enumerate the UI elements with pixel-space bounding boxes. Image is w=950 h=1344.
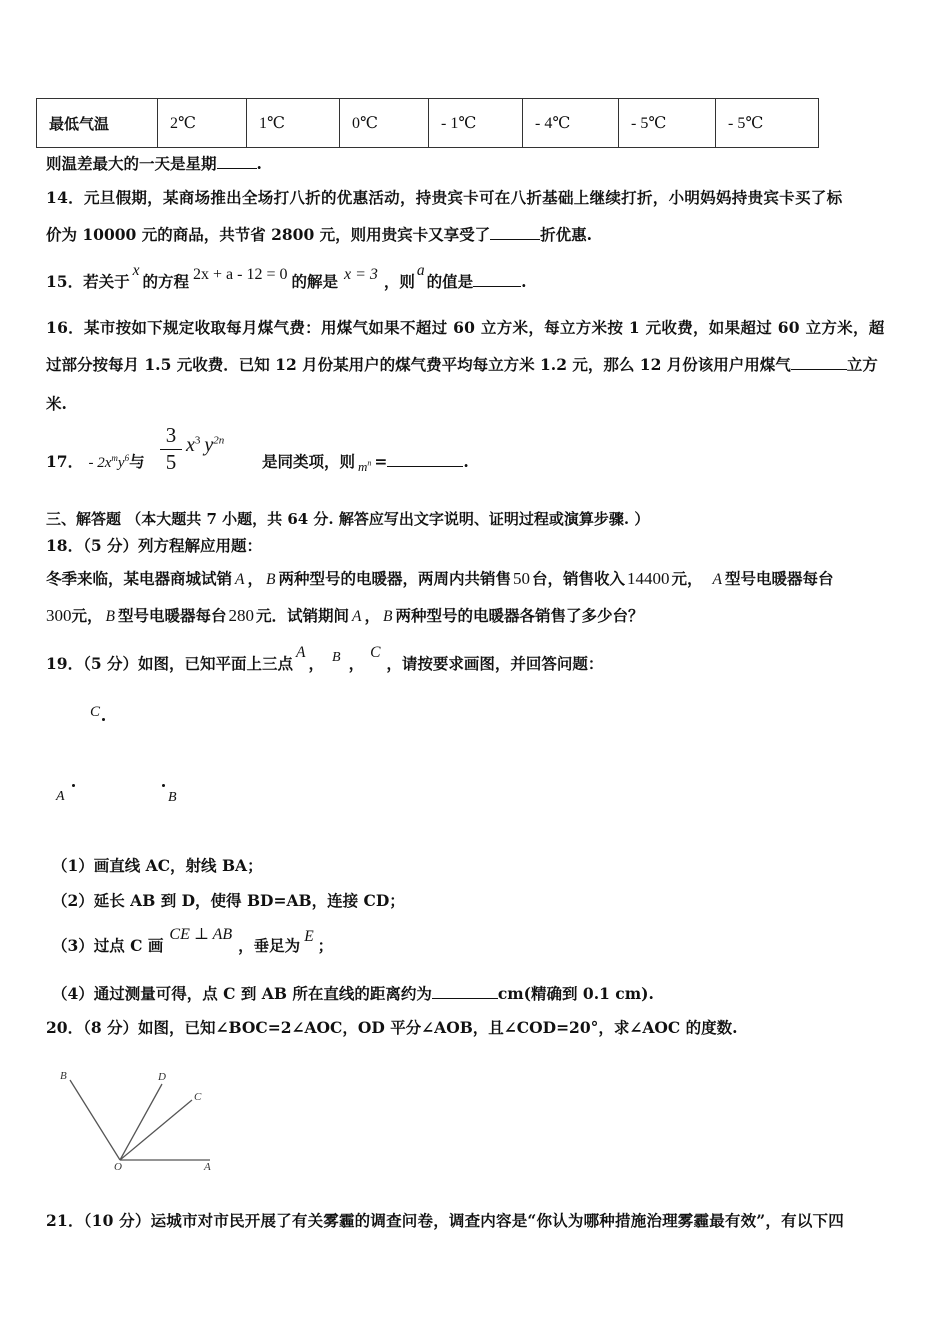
q14-line2: 价为 10000 元的商品，共节省 2800 元，则用贵宾卡又享受了 折优惠. [46, 225, 593, 244]
table-row [37, 99, 819, 148]
q19-line: 19．（5 分）如图，已知平面上三点A， B ，C，请按要求画图，并回答问题： [46, 644, 604, 673]
q20-text: 20．（8 分）如图，已知∠BOC=2∠AOC，OD 平分∠AOB，且∠COD=20°，求∠AOC 的度数. [46, 1018, 738, 1037]
answer-blank [387, 465, 463, 467]
q21-text: 21．（10 分）运城市对市民开展了有关雾霾的调查问卷，调查内容是“你认为哪种措施治理雾霾最有效”，有以下四 [46, 1211, 844, 1230]
term2: $x^3$ $y^{2n}$ [186, 434, 225, 456]
table-cell: 0℃ [340, 99, 429, 148]
label-o: O [114, 1161, 122, 1173]
point-a [72, 784, 75, 787]
table-cell: - 1℃ [429, 99, 523, 148]
solution: x = 3 [343, 266, 378, 283]
q15-line: 15．若关于x的方程 2x + a - 12 = 0 的解是 x = 3 ，则a的值是 . [46, 262, 527, 291]
q16-line3: 米. [46, 394, 67, 413]
var-a: a [416, 262, 425, 279]
angle-diagram [50, 1064, 230, 1176]
q14-line1: 14．元旦假期，某商场推出全场打八折的优惠活动，持贵宾卡可在八折基础上继续打折，小明妈妈持贵宾卡买了标 [46, 188, 843, 207]
q19-step1: （1）画直线 AC，射线 BA； [52, 856, 263, 875]
q19-step2: （2）延长 AB 到 D，使得 BD=AB，连接 CD； [52, 891, 405, 910]
point-label-c: C [90, 704, 101, 720]
point-c [102, 718, 105, 721]
ray-od [120, 1084, 162, 1160]
label-b: B [60, 1070, 67, 1082]
temperature-table [36, 98, 819, 148]
answer-blank [791, 368, 847, 370]
answer-blank [432, 997, 498, 999]
answer-blank [490, 238, 540, 240]
q17-line: 17． - $2x^my^6$与 [46, 452, 145, 471]
label-d: D [158, 1071, 166, 1083]
var-x: x [132, 262, 140, 279]
table-cell: - 5℃ [619, 99, 716, 148]
label-a: A [204, 1161, 211, 1173]
answer-blank [217, 167, 257, 169]
q19-step4: （4）通过测量可得，点 C 到 AB 所在直线的距离约为 cm(精确到 0.1 cm). [52, 984, 654, 1003]
table-cell: - 5℃ [716, 99, 819, 148]
q16-line1: 16．某市按如下规定收取每月煤气费：用煤气如果不超过 60 立方米，每立方米按 1 元收费，如果超过 60 立方米，超 [46, 318, 885, 337]
point-label-b: B [168, 790, 177, 805]
point-label-a: A [56, 789, 65, 804]
label-c: C [194, 1091, 202, 1103]
q18-title: 18．（5 分）列方程解应用题： [46, 536, 263, 555]
answer-blank [473, 285, 521, 287]
fraction: 3 5 [160, 423, 182, 475]
q16-line2: 过部分按每月 1.5 元收费．已知 12 月份某用户的煤气费平均每立方米 1.2 元，那么 12 月份该用户用煤气 立方 [46, 355, 878, 374]
table-row-label: 最低气温 [37, 99, 158, 148]
equation: 2x + a - 12 = 0 [192, 266, 288, 283]
table-cell: - 4℃ [523, 99, 619, 148]
q17-tail: 是同类项，则 $_{m^n}$ = . [262, 452, 469, 474]
table-cell: 2℃ [158, 99, 247, 148]
q18-line1: 冬季来临，某电器商城试销 A ， B 两种型号的电暖器，两周内共销售 50 台，销售收入 14400 元， A 型号电暖器每台 [46, 569, 834, 588]
table-cell: 1℃ [247, 99, 340, 148]
section-heading: 三、解答题 （本大题共 7 小题，共 64 分. 解答应写出文字说明、证明过程或演算步骤. ） [46, 510, 650, 528]
point-b [162, 784, 165, 787]
q13-tail: 则温差最大的一天是星期 . [46, 154, 262, 173]
ray-oc [120, 1100, 192, 1160]
q19-step3: （3）过点 C 画CE ⊥ AB，垂足为 E ； [52, 926, 334, 955]
ray-ob [70, 1080, 120, 1160]
q18-line2: 300元， B 型号电暖器每台 280 元．试销期间 A ， B 两种型号的电暖器各销售了多少台？ [46, 606, 644, 625]
